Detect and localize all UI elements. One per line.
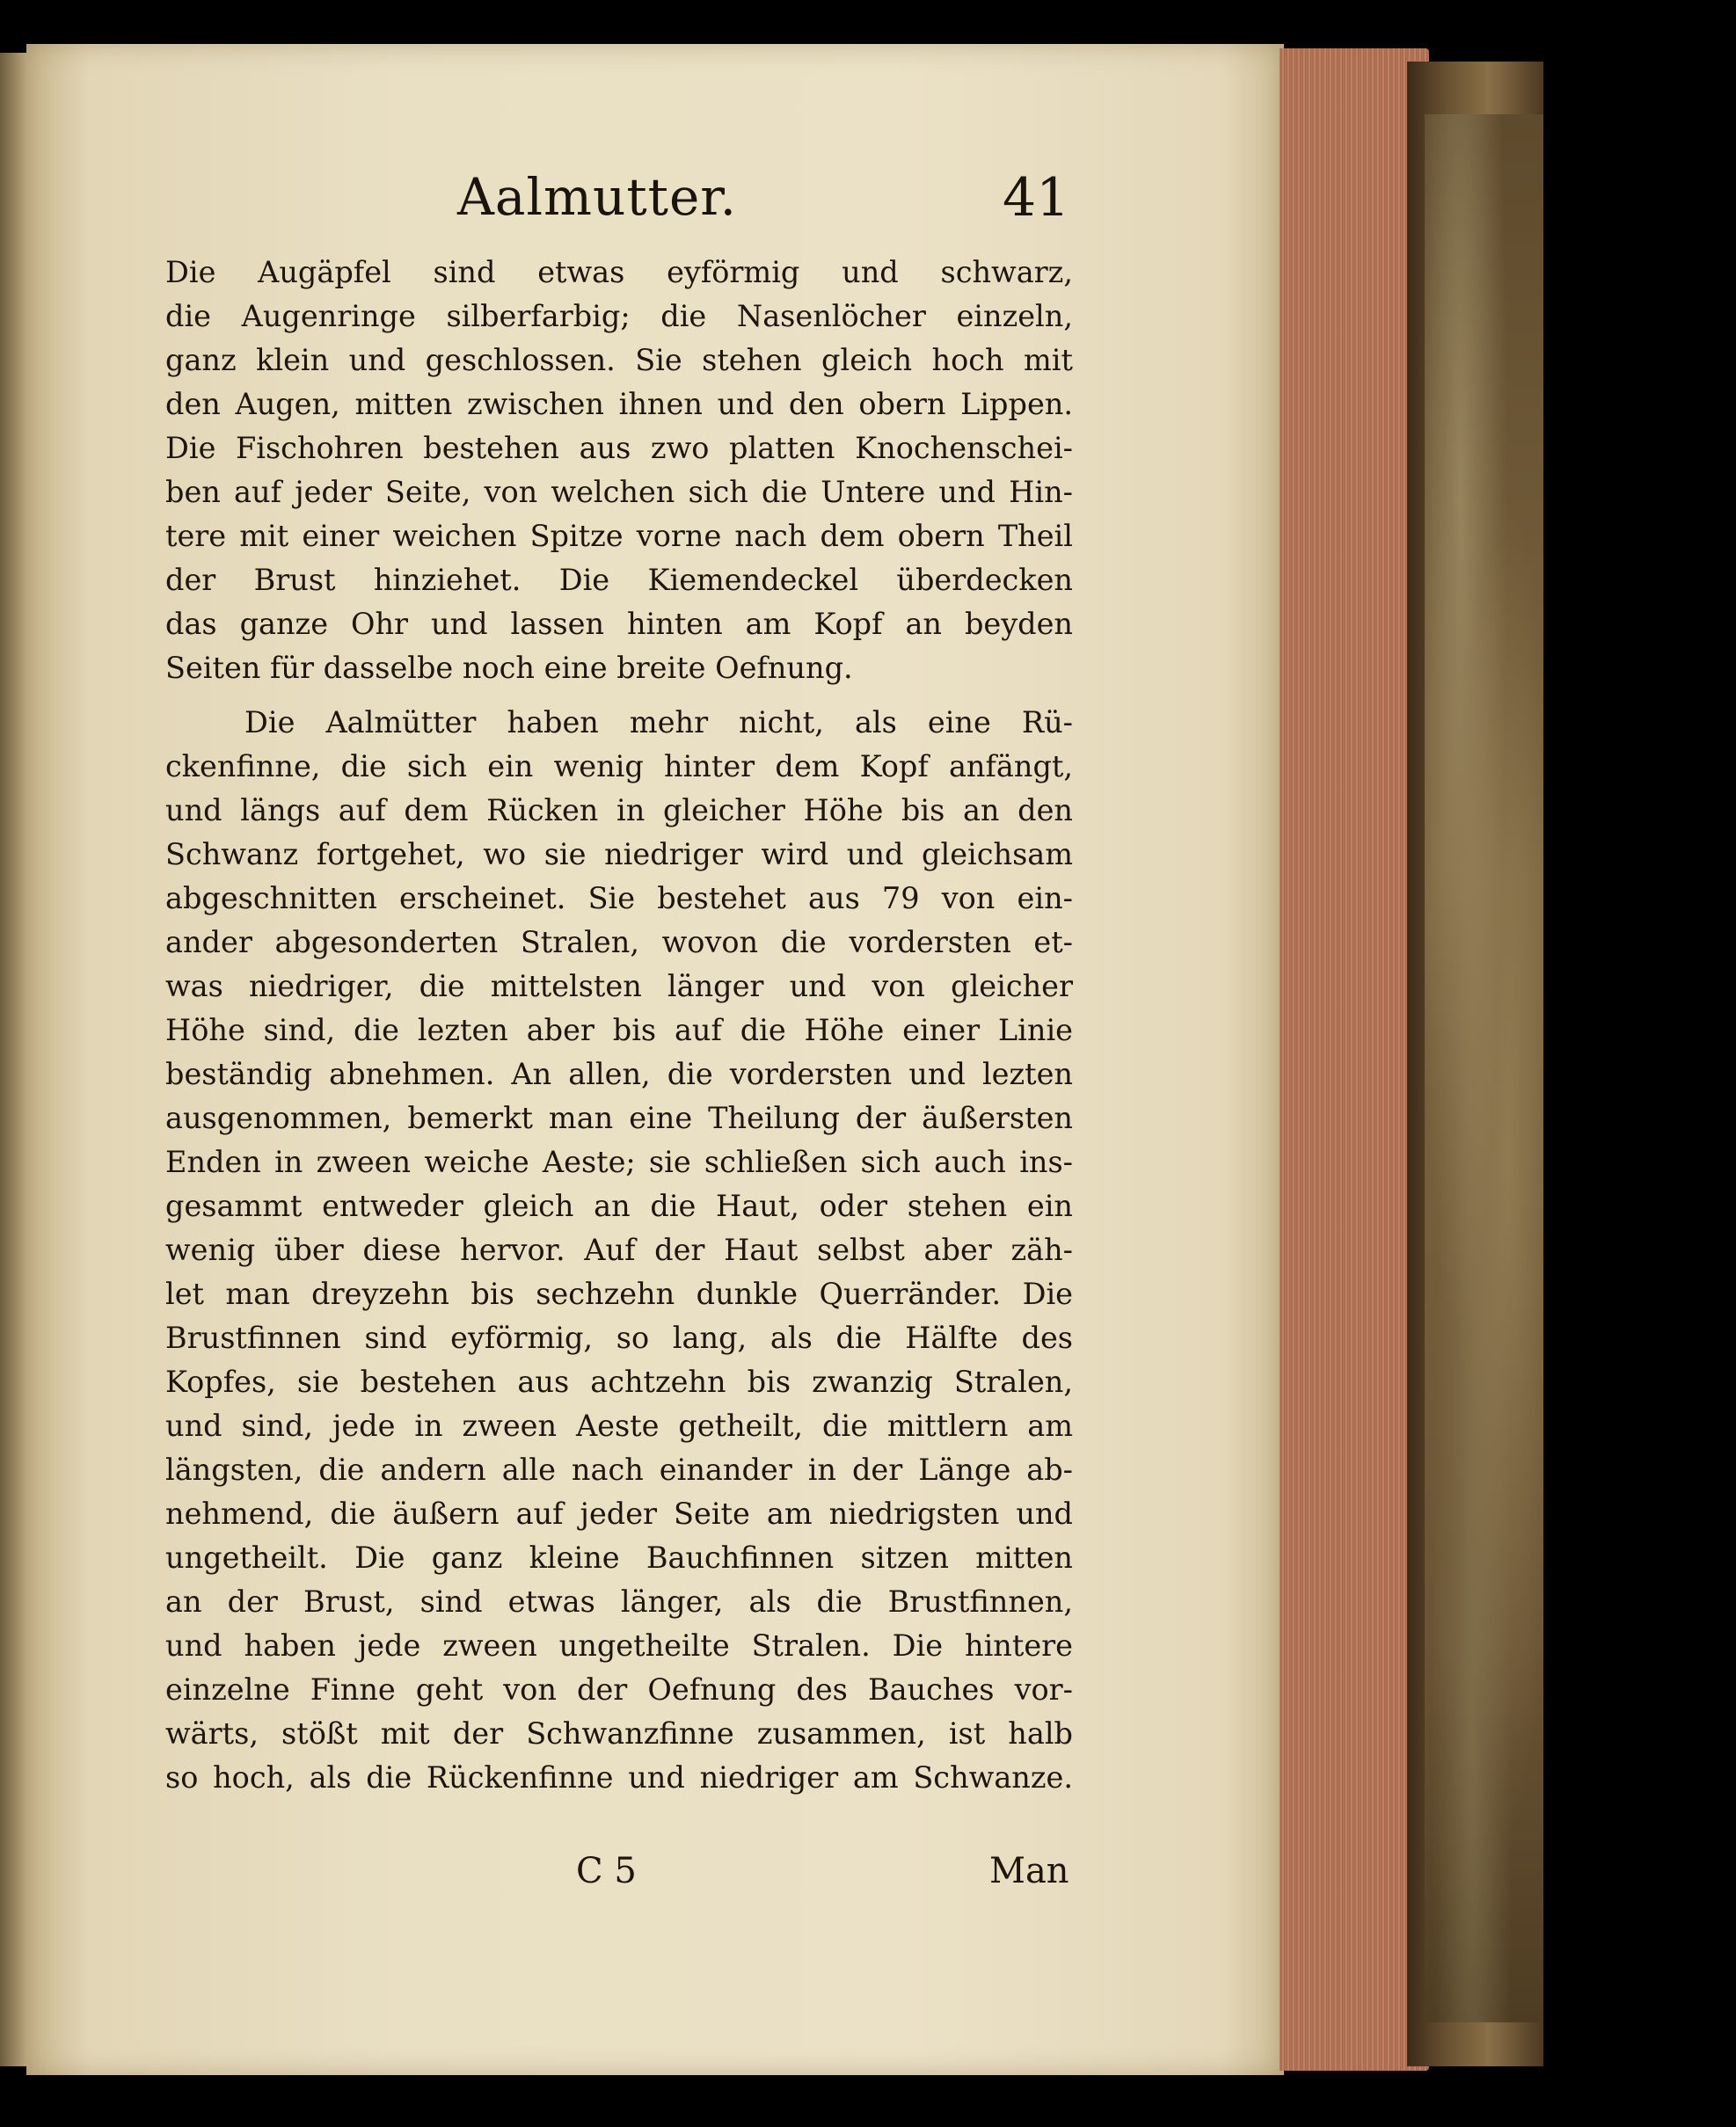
body-text bbox=[165, 251, 1073, 1800]
text-line: und sind, jede in zween Aeste getheilt, die mittlern am bbox=[165, 1409, 1073, 1443]
page-title: Aalmutter. bbox=[457, 167, 738, 227]
text-line: ben auf jeder Seite, von welchen sich die Untere und Hin- bbox=[165, 475, 1073, 509]
page-footer bbox=[0, 1851, 1736, 1904]
text-line: den Augen, mitten zwischen ihnen und den obern Lippen. bbox=[165, 387, 1073, 421]
text-line: Seiten für dasselbe noch eine breite Oefnung. bbox=[165, 651, 853, 685]
text-line: gesammt entweder gleich an die Haut, oder stehen ein bbox=[165, 1189, 1073, 1223]
running-head bbox=[0, 167, 1736, 237]
text-line: ander abgesonderten Stralen, wovon die vordersten et- bbox=[165, 925, 1073, 959]
text-line: wärts, stößt mit der Schwanzfinne zusammen, ist halb bbox=[165, 1716, 1073, 1751]
text-line: Kopfes, sie bestehen aus achtzehn bis zwanzig Stralen, bbox=[165, 1365, 1073, 1399]
text-line: ungetheilt. Die ganz kleine Bauchfinnen sitzen mitten bbox=[165, 1541, 1073, 1575]
marbled-cover bbox=[1425, 114, 1543, 2022]
text-line: Die Fischohren bestehen aus zwo platten Knochenschei- bbox=[165, 431, 1073, 465]
text-line: wenig über diese hervor. Auf der Haut selbst aber zäh- bbox=[165, 1233, 1073, 1267]
catchword: Man bbox=[989, 1851, 1069, 1891]
text-line: Brustfinnen sind eyförmig, so lang, als die Hälfte des bbox=[165, 1321, 1073, 1355]
paragraph-2 bbox=[165, 701, 1073, 1800]
paragraph-1 bbox=[165, 251, 1073, 690]
text-line: was niedriger, die mittelsten länger und von gleicher bbox=[165, 969, 1073, 1003]
text-line: ckenfinne, die sich ein wenig hinter dem Kopf anfängt, bbox=[165, 749, 1073, 783]
text-line: einzelne Finne geht von der Oefnung des Bauches vor- bbox=[165, 1672, 1073, 1707]
text-line: tere mit einer weichen Spitze vorne nach dem obern Theil bbox=[165, 519, 1073, 553]
signature-mark: C 5 bbox=[576, 1851, 637, 1891]
text-line: so hoch, als die Rückenfinne und niedriger am Schwanze. bbox=[165, 1760, 1073, 1795]
text-line: Die Augäpfel sind etwas eyförmig und schwarz, bbox=[165, 255, 1073, 289]
text-line: der Brust hinziehet. Die Kiemendeckel überdecken bbox=[165, 563, 1073, 597]
text-line: längsten, die andern alle nach einander in der Länge ab- bbox=[165, 1453, 1073, 1487]
text-line: Höhe sind, die lezten aber bis auf die Höhe einer Linie bbox=[165, 1013, 1073, 1047]
text-line: und haben jede zween ungetheilte Stralen. Die hintere bbox=[165, 1628, 1073, 1663]
text-line: let man dreyzehn bis sechzehn dunkle Querränder. Die bbox=[165, 1277, 1073, 1311]
text-line: und längs auf dem Rücken in gleicher Höhe bis an den bbox=[165, 793, 1073, 827]
text-line: die Augenringe silberfarbig; die Nasenlöcher einzeln, bbox=[165, 299, 1073, 333]
text-line: das ganze Ohr und lassen hinten am Kopf an beyden bbox=[165, 607, 1073, 641]
text-line: Schwanz fortgehet, wo sie niedriger wird und gleichsam bbox=[165, 837, 1073, 871]
text-line: Die Aalmütter haben mehr nicht, als eine Rü- bbox=[244, 705, 1073, 739]
text-line: beständig abnehmen. An allen, die vordersten und lezten bbox=[165, 1057, 1073, 1091]
text-line: Enden in zween weiche Aeste; sie schließen sich auch ins- bbox=[165, 1145, 1073, 1179]
text-line: an der Brust, sind etwas länger, als die Brustfinnen, bbox=[165, 1584, 1073, 1619]
text-line: ausgenommen, bemerkt man eine Theilung der äußersten bbox=[165, 1101, 1073, 1135]
text-line: nehmend, die äußern auf jeder Seite am niedrigsten und bbox=[165, 1497, 1073, 1531]
page-number: 41 bbox=[1003, 167, 1070, 229]
text-line: ganz klein und geschlossen. Sie stehen gleich hoch mit bbox=[165, 343, 1073, 377]
text-line: abgeschnitten erscheinet. Sie bestehet aus 79 von ein- bbox=[165, 881, 1073, 915]
